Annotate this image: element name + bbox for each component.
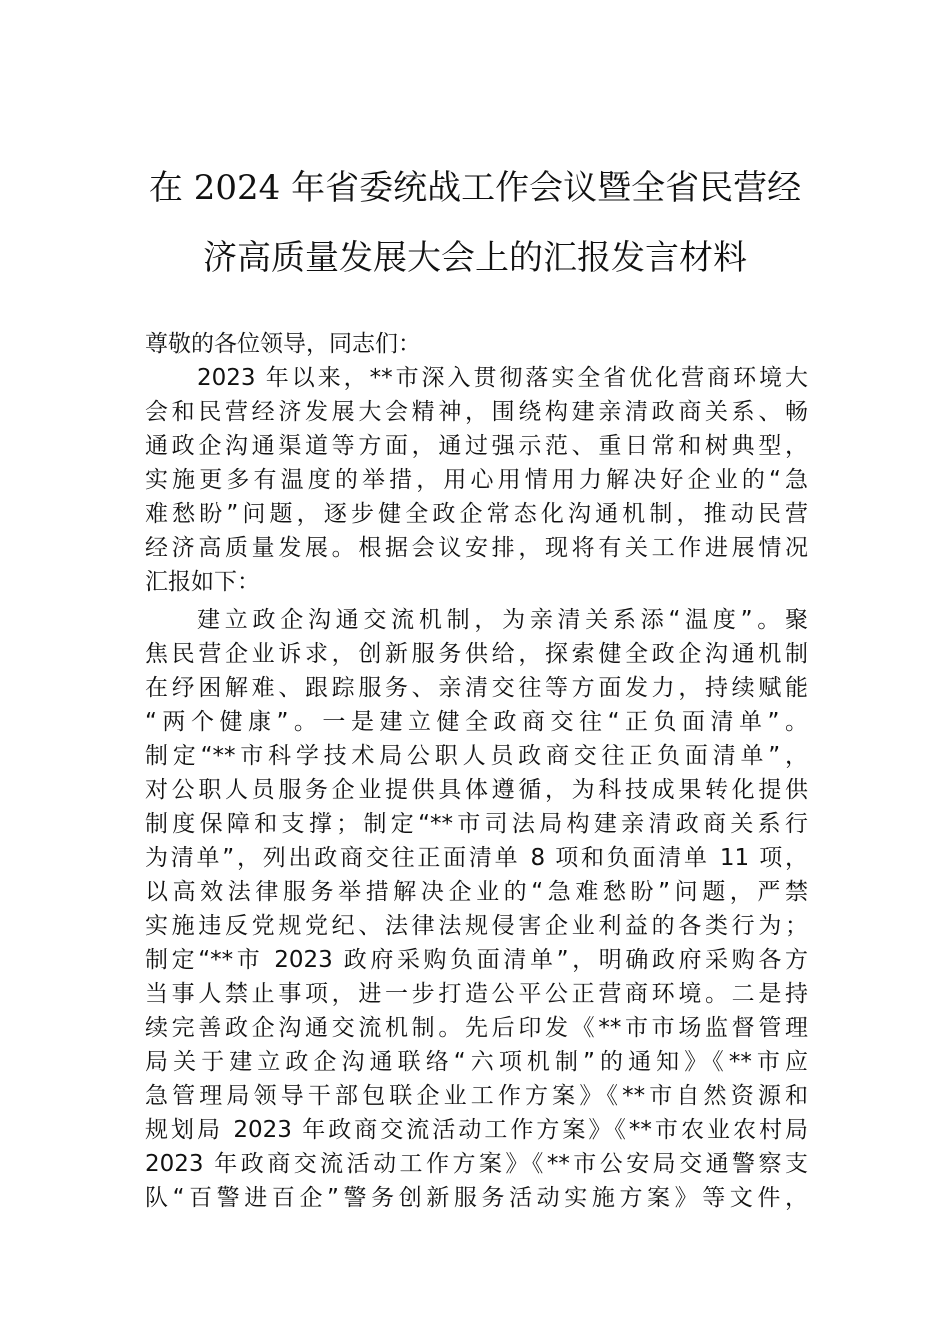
body-line: 制度保障和支撑；制定“**市司法局构建亲清政商关系行 bbox=[145, 811, 808, 837]
body-line: “两个健康”。一是建立健全政商交往“正负面清单”。 bbox=[145, 709, 808, 735]
body-line: 汇报如下： bbox=[145, 569, 260, 595]
body-line: 规划局 2023 年政商交流活动工作方案》《**市农业农村局 bbox=[145, 1117, 808, 1143]
body-line: 通政企沟通渠道等方面，通过强示范、重日常和树典型， bbox=[145, 433, 808, 459]
body-line: 当事人禁止事项，进一步打造公平公正营商环境。二是持 bbox=[145, 981, 808, 1007]
body-line: 会和民营经济发展大会精神，围绕构建亲清政商关系、畅 bbox=[145, 399, 808, 425]
body-line: 对公职人员服务企业提供具体遵循，为科技成果转化提供 bbox=[145, 777, 808, 803]
body-line: 难愁盼”问题，逐步健全政企常态化沟通机制，推动民营 bbox=[145, 501, 808, 527]
body-line: 在纾困解难、跟踪服务、亲清交往等方面发力，持续赋能 bbox=[145, 675, 808, 701]
body-line: 2023 年以来，**市深入贯彻落实全省优化营商环境大 bbox=[197, 365, 808, 391]
body-line: 以高效法律服务举措解决企业的“急难愁盼”问题，严禁 bbox=[145, 879, 808, 905]
document-title-line-2: 济高质量发展大会上的汇报发言材料 bbox=[203, 238, 747, 278]
body-line: 经济高质量发展。根据会议安排，现将有关工作进展情况 bbox=[145, 535, 808, 561]
body-line: 急管理局领导干部包联企业工作方案》《**市自然资源和 bbox=[145, 1083, 808, 1109]
body-line: 队“百警进百企”警务创新服务活动实施方案》等文件， bbox=[145, 1185, 808, 1211]
salutation: 尊敬的各位领导，同志们： bbox=[145, 331, 421, 357]
document-title-line-1: 在 2024 年省委统战工作会议暨全省民营经 bbox=[148, 168, 802, 208]
body-line: 制定“**市科学技术局公职人员政商交往正负面清单”， bbox=[145, 743, 808, 769]
body-line: 焦民营企业诉求，创新服务供给，探索健全政企沟通机制 bbox=[145, 641, 808, 667]
body-line: 为清单”，列出政商交往正面清单 8 项和负面清单 11 项， bbox=[145, 845, 808, 871]
body-line: 实施更多有温度的举措，用心用情用力解决好企业的“急 bbox=[145, 467, 808, 493]
body-line: 续完善政企沟通交流机制。先后印发《**市市场监督管理 bbox=[145, 1015, 808, 1041]
body-line: 建立政企沟通交流机制，为亲清关系添“温度”。聚 bbox=[197, 607, 808, 633]
body-line: 局关于建立政企沟通联络“六项机制”的通知》《**市应 bbox=[145, 1049, 808, 1075]
body-line: 制定“**市 2023 政府采购负面清单”，明确政府采购各方 bbox=[145, 947, 808, 973]
body-line: 实施违反党规党纪、法律法规侵害企业利益的各类行为； bbox=[145, 913, 808, 939]
body-line: 2023 年政商交流活动工作方案》《**市公安局交通警察支 bbox=[145, 1151, 808, 1177]
